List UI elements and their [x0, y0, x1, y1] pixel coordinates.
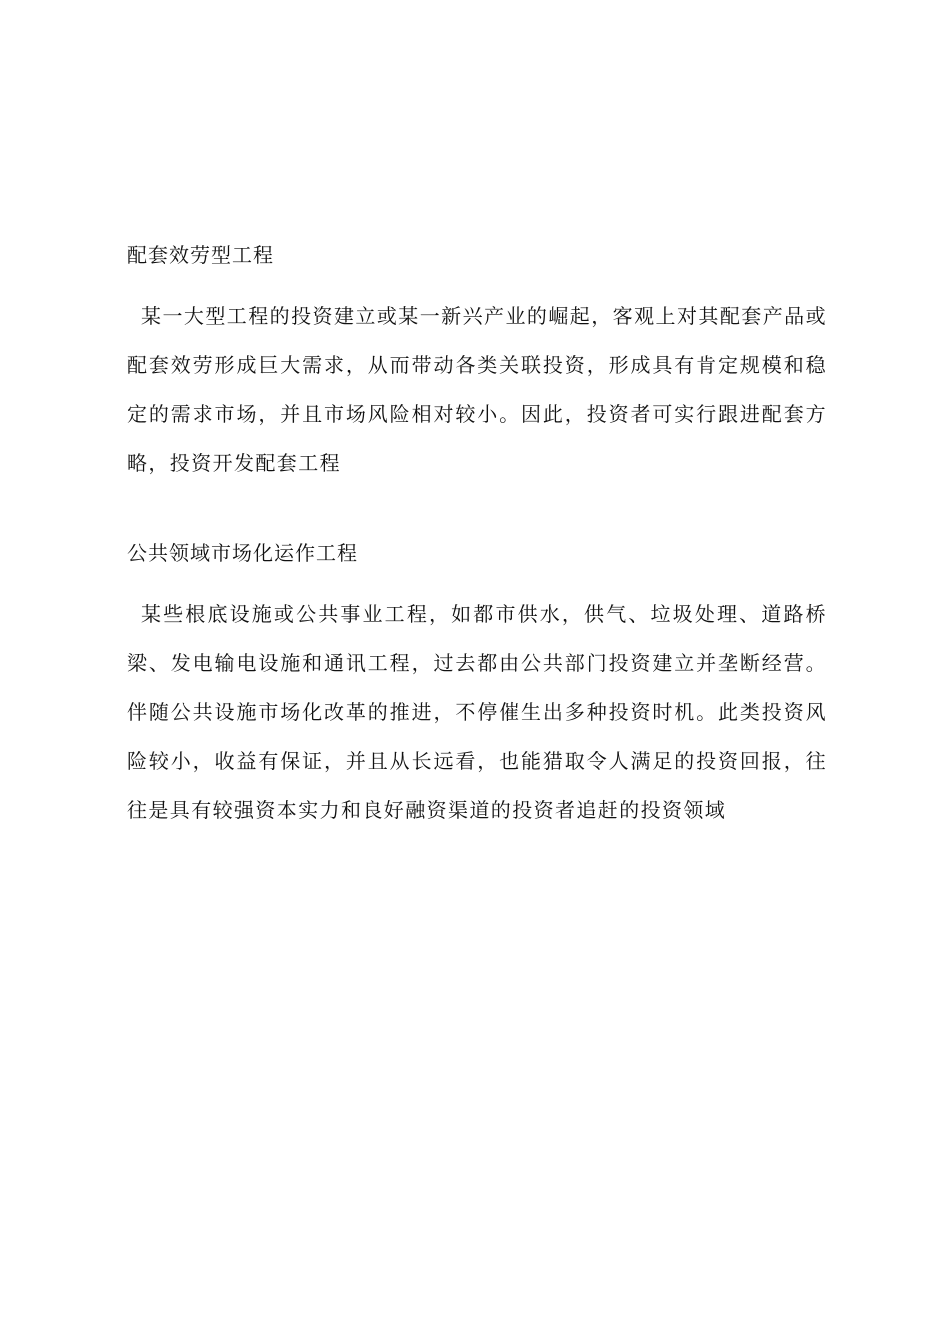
section-heading: 配套效劳型工程: [127, 243, 274, 267]
section-paragraph: 某一大型工程的投资建立或某一新兴产业的崛起，客观上对其配套产品或配套效劳形成巨大需求，从而带动各类关联投资，形成具有肯定规模和稳定的需求市场，并且市场风险相对较小。因此，投资者可实行跟进配套方略，投资开发配套工程: [127, 304, 827, 475]
section-supporting-service-projects: [127, 240, 827, 488]
section-heading: 公共领域市场化运作工程: [127, 541, 358, 565]
section-paragraph: 某些根底设施或公共事业工程，如都市供水，供气、垃圾处理、道路桥梁、发电输电设施和通讯工程，过去都由公共部门投资建立并垄断经营。伴随公共设施市场化改革的推进，不停催生出多种投资时机。此类投资风险较小，收益有保证，并且从长远看，也能猎取令人满足的投资回报，往往是具有较强资本实力和良好融资渠道的投资者追赶的投资领域: [127, 602, 827, 822]
section-public-sector-market-projects: [127, 538, 827, 835]
